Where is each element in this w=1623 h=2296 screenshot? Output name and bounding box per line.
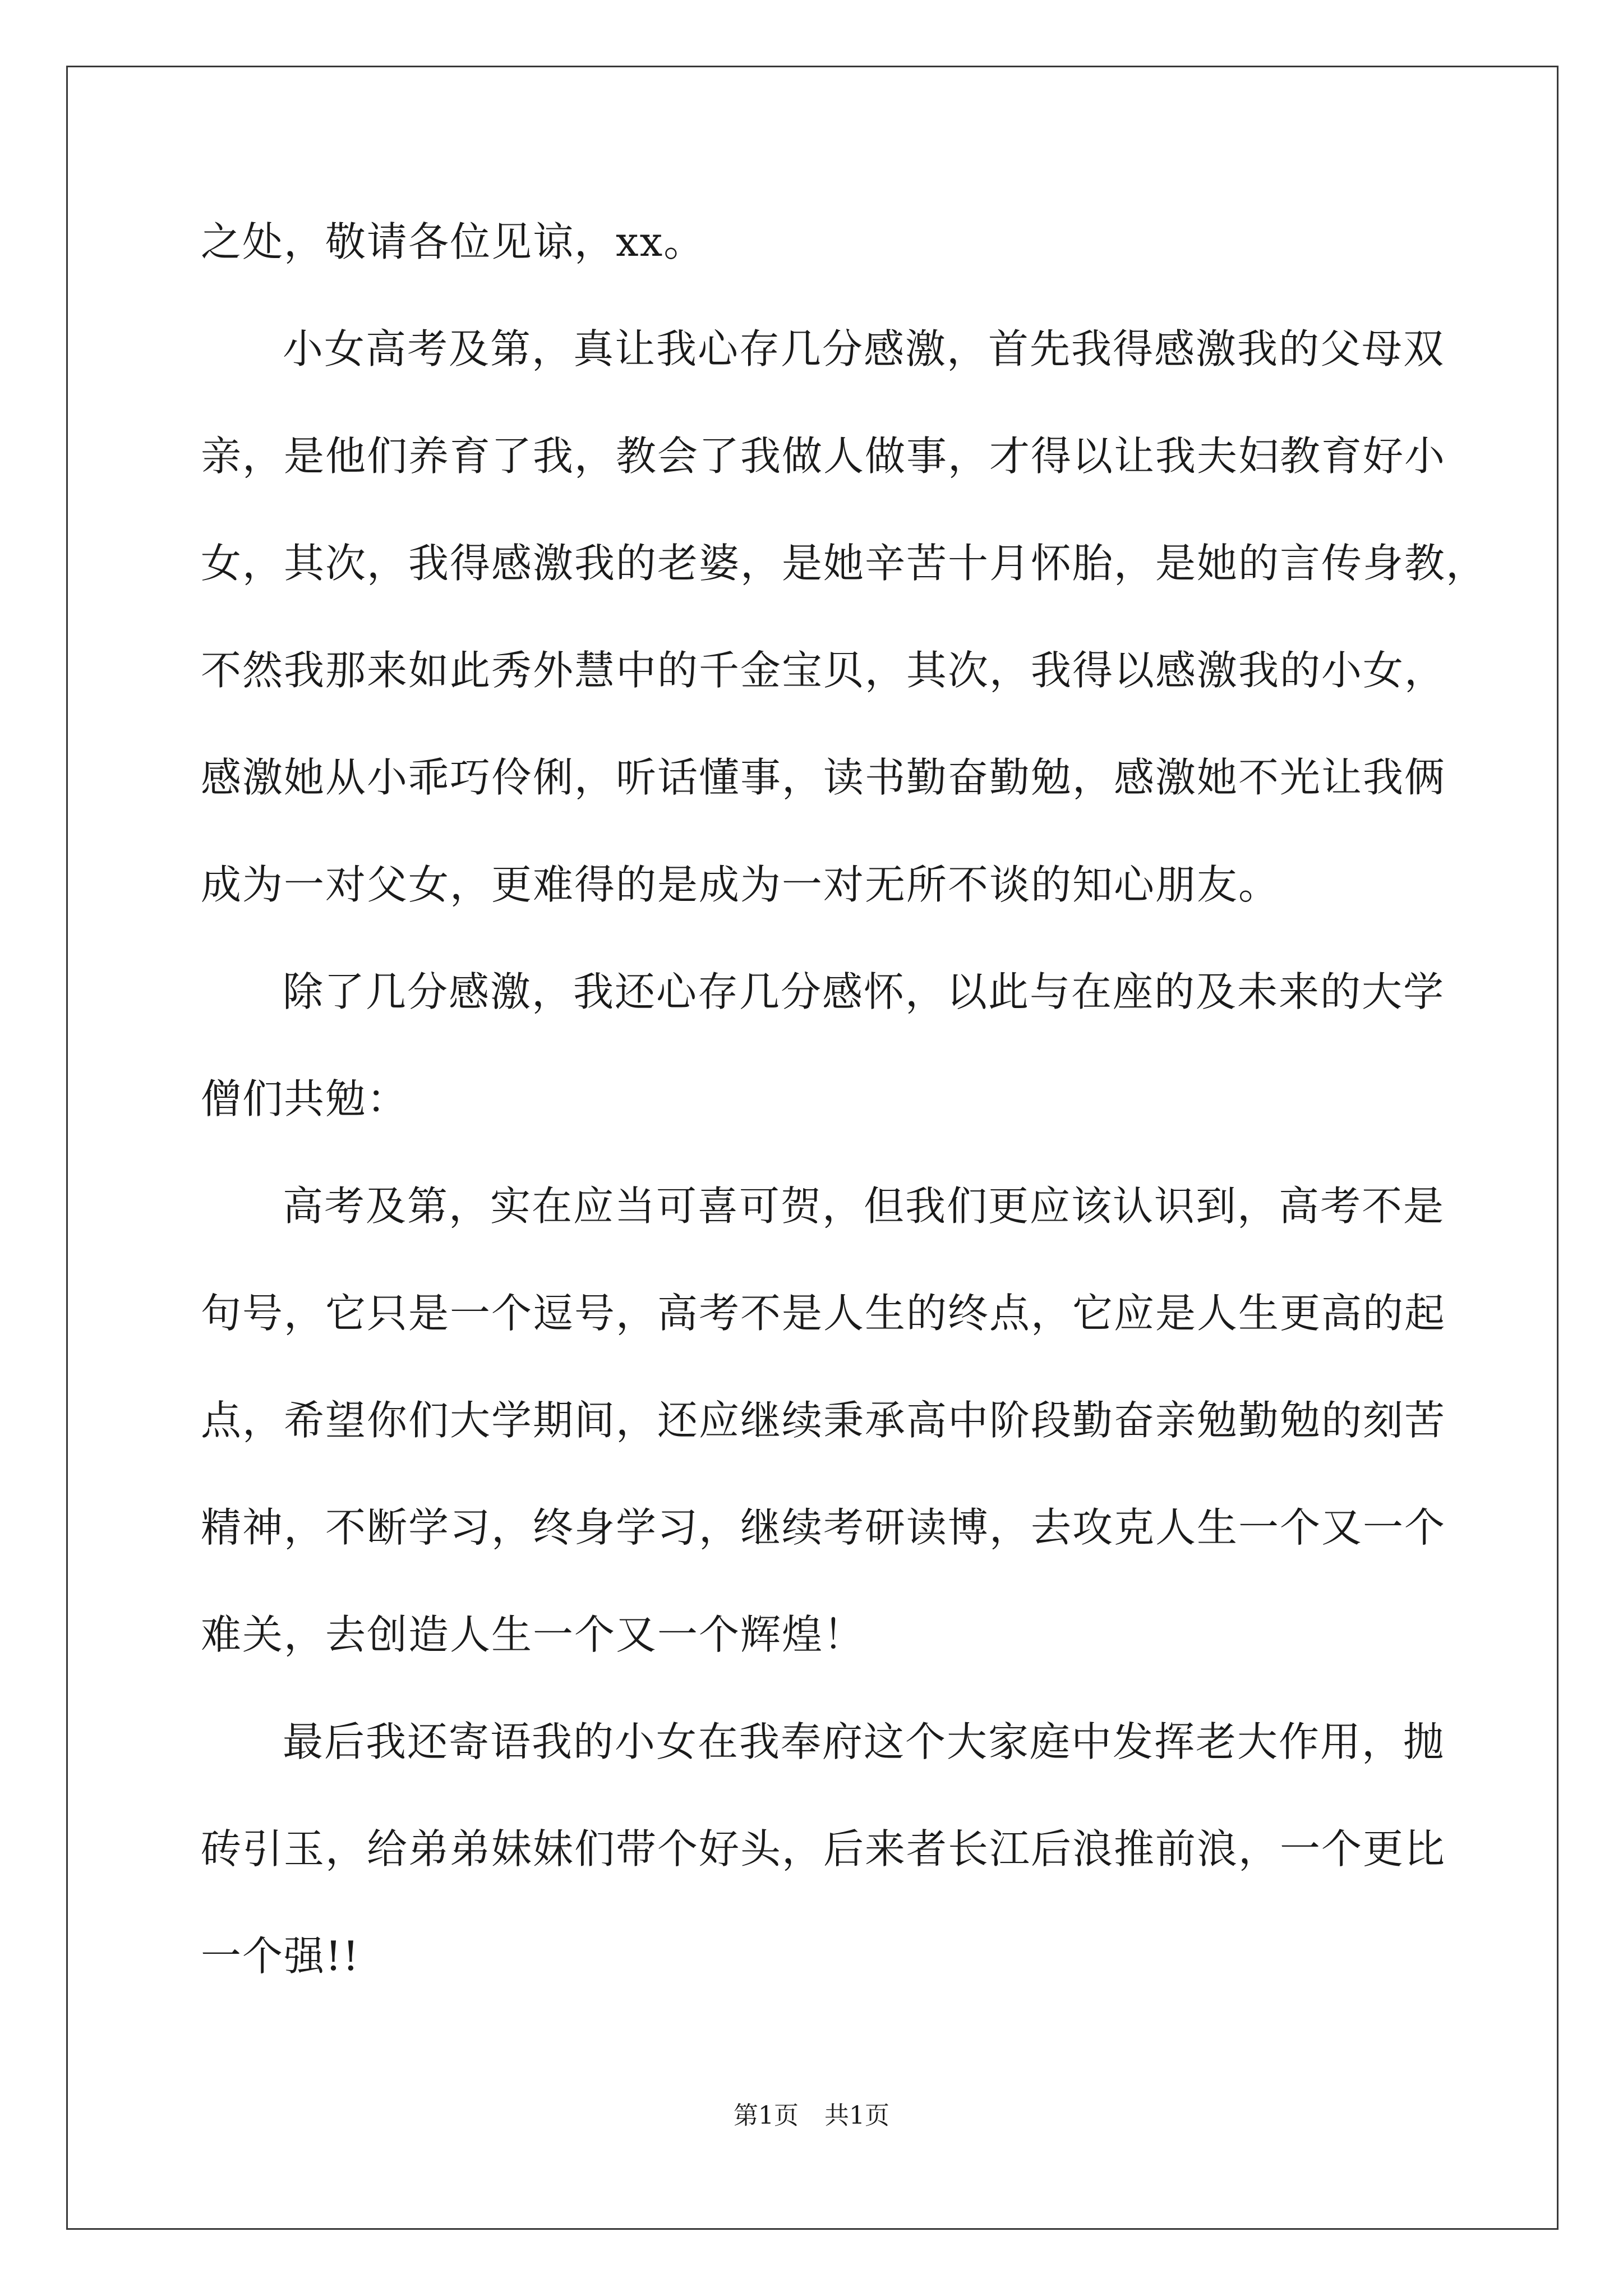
paragraph-line: 女，其次，我得感激我的老婆，是她辛苦十月怀胎，是她的言传身教， <box>201 540 1488 587</box>
paragraph-line: 砖引玉，给弟弟妹妹们带个好头，后来者长江后浪推前浪，一个更比 <box>201 1825 1446 1872</box>
paragraph-line: 难关，去创造人生一个又一个辉煌！ <box>201 1611 865 1658</box>
paragraph-line: 之处，敬请各位见谅，xx。 <box>201 218 706 265</box>
paragraph-line: 亲，是他们养育了我，教会了我做人做事，才得以让我夫妇教育好小 <box>201 432 1446 480</box>
paragraph-line: 精神，不断学习，终身学习，继续考研读博，去攻克人生一个又一个 <box>201 1504 1446 1551</box>
paragraph-line: 点，希望你们大学期间，还应继续秉承高中阶段勤奋亲勉勤勉的刻苦 <box>201 1397 1446 1444</box>
page-total: 共1页 <box>824 2101 889 2130</box>
paragraph-line: 除了几分感激，我还心存几分感怀，以此与在座的及未来的大学 <box>283 968 1445 1015</box>
paragraph-line: 句号，它只是一个逗号，高考不是人生的终点，它应是人生更高的起 <box>201 1290 1446 1337</box>
paragraph-line: 感激她从小乖巧伶俐，听话懂事，读书勤奋勤勉，感激她不光让我俩 <box>201 754 1446 801</box>
document-body <box>201 215 1488 2036</box>
paragraph-line: 僧们共勉： <box>201 1075 409 1122</box>
paragraph-line: 成为一对父女，更难得的是成为一对无所不谈的知心朋友。 <box>201 861 1280 908</box>
page-footer <box>0 2095 1623 2131</box>
paragraph-line: 小女高考及第，真让我心存几分感激，首先我得感激我的父母双 <box>283 325 1445 372</box>
paragraph-line: 高考及第，实在应当可喜可贺，但我们更应该认识到，高考不是 <box>283 1182 1445 1230</box>
paragraph-line: 不然我那来如此秀外慧中的千金宝贝，其次，我得以感激我的小女， <box>201 647 1446 694</box>
paragraph-line: 一个强!! <box>201 1932 360 1980</box>
page-number: 第1页 <box>734 2101 799 2130</box>
paragraph-line: 最后我还寄语我的小女在我奉府这个大家庭中发挥老大作用，抛 <box>283 1718 1445 1765</box>
